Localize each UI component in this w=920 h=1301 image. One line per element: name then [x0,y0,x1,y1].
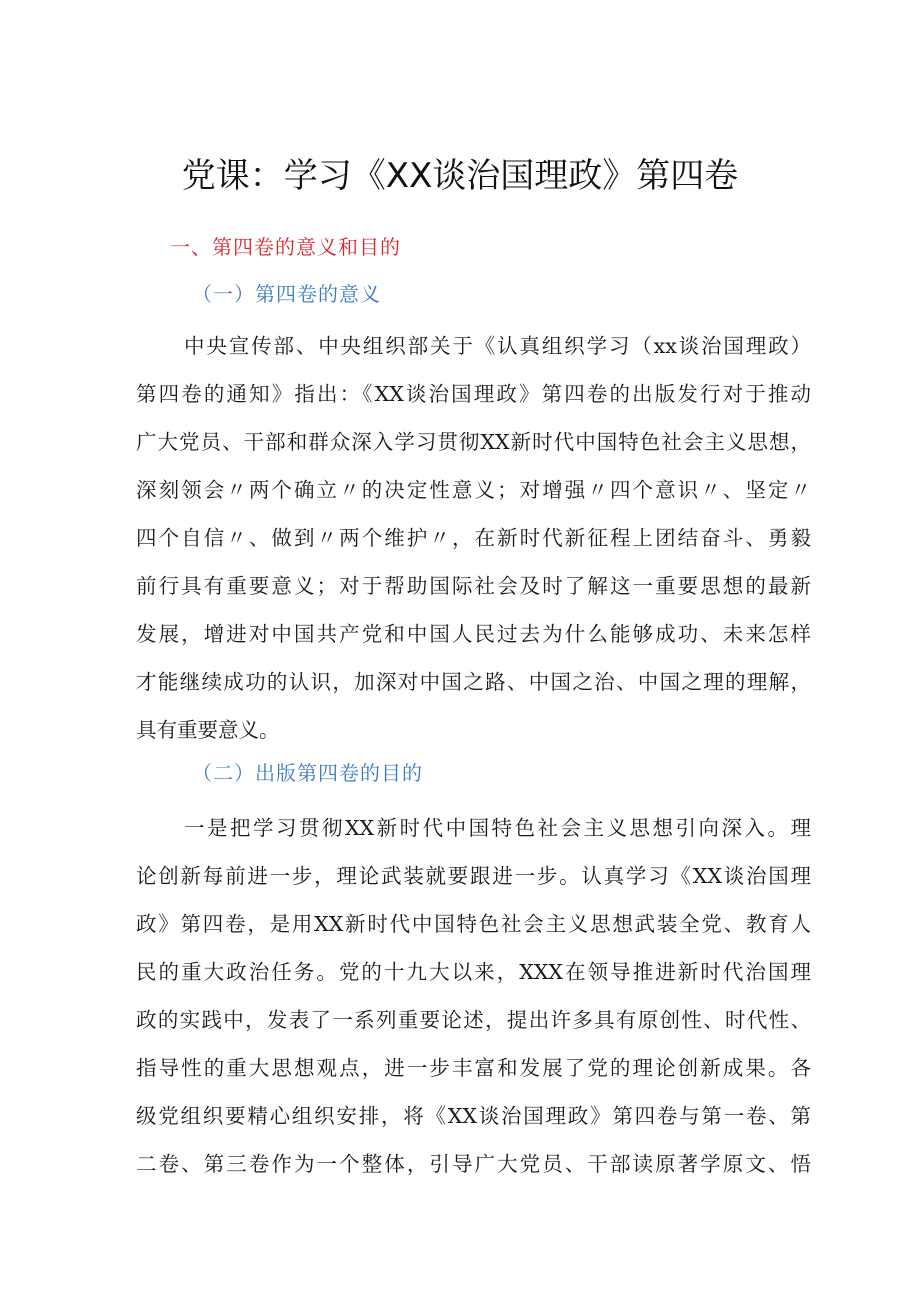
document-title: 党课：学习《XX谈治国理政》第四卷 [181,156,739,196]
paragraph-line: 论创新每前进一步，理论武装就要跟进一步。认真学习《XX谈治国理 [136,864,811,888]
paragraph-line: 政》第四卷，是用XX新时代中国特色社会主义思想武装全党、教育人 [136,912,811,936]
paragraph-line: 指导性的重大思想观点，进一步丰富和发展了党的理论创新成果。各 [136,1056,811,1080]
paragraph-line: 广大党员、干部和群众深入学习贯彻XX新时代中国特色社会主义思想， [136,430,811,454]
paragraph-line: 民的重大政治任务。党的十九大以来，XXX在领导推进新时代治国理 [136,960,811,984]
paragraph-line: 发展，增进对中国共产党和中国人民过去为什么能够成功、未来怎样 [136,622,811,646]
paragraph-line: 四个自信〃、做到〃两个维护〃，在新时代新征程上团结奋斗、勇毅 [136,526,811,550]
subsection-heading-meaning: （一）第四卷的意义 [192,282,381,306]
paragraph-line: 前行具有重要意义；对于帮助国际社会及时了解这一重要思想的最新 [136,574,811,598]
paragraph-line: 第四卷的通知》指出：《XX谈治国理政》第四卷的出版发行对于推动 [136,382,811,406]
paragraph-line: 一是把学习贯彻XX新时代中国特色社会主义思想引向深入。理 [184,816,811,840]
subsection-heading-purpose: （二）出版第四卷的目的 [192,761,423,785]
paragraph-line: 深刻领会〃两个确立〃的决定性意义；对增强〃四个意识〃、坚定〃 [136,478,811,502]
paragraph-line: 中央宣传部、中央组织部关于《认真组织学习（xx谈治国理政） [184,334,811,358]
paragraph-line: 政的实践中，发表了一系列重要论述，提出许多具有原创性、时代性、 [136,1008,811,1032]
paragraph-line: 级党组织要精心组织安排，将《XX谈治国理政》第四卷与第一卷、第 [136,1104,811,1128]
paragraph-line: 二卷、第三卷作为一个整体，引导广大党员、干部读原著学原文、悟 [136,1152,811,1176]
section-heading-meaning-and-purpose: 一、第四卷的意义和目的 [170,235,401,259]
paragraph-meaning [136,322,811,754]
paragraph-line: 具有重要意义。 [136,718,280,742]
paragraph-purpose [136,804,811,1188]
paragraph-line: 才能继续成功的认识，加深对中国之路、中国之治、中国之理的理解， [136,670,811,694]
